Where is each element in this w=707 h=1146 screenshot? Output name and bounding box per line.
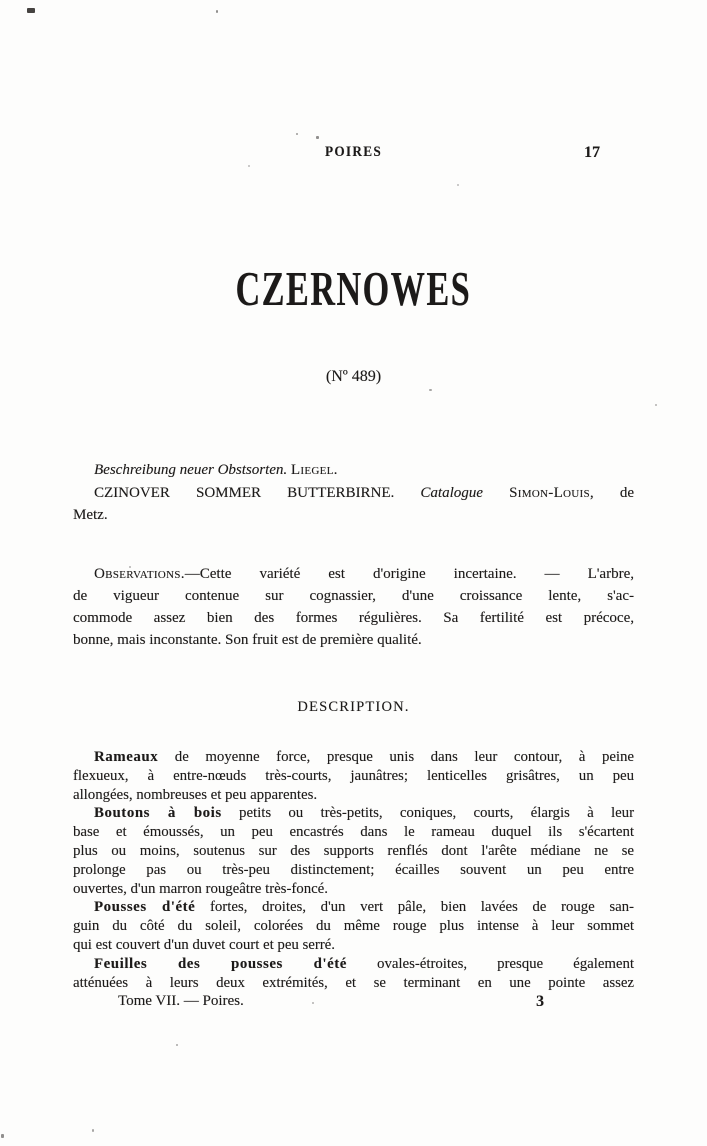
scan-speck bbox=[316, 136, 319, 139]
scan-speck bbox=[27, 8, 35, 13]
text-segment: fortes, droites, d'un vert pâle, bien lavées de rouge san- bbox=[195, 899, 634, 916]
variety-title-wrap bbox=[73, 260, 634, 317]
text-segment: petits ou très-petits, coniques, courts, élargis à leur bbox=[221, 805, 634, 822]
text-segment: Liegel. bbox=[290, 462, 338, 478]
scan-speck bbox=[216, 10, 218, 13]
text-segment: qui est couvert d'un duvet court et peu serré. bbox=[73, 936, 335, 953]
text-segment: prolonge pas ou très-peu distinctement; écailles souvent un peu entre bbox=[73, 861, 634, 878]
text-line bbox=[73, 629, 634, 651]
scan-speck bbox=[92, 1129, 94, 1132]
text-line bbox=[73, 459, 634, 482]
scan-speck bbox=[176, 1044, 178, 1046]
text-line bbox=[73, 482, 634, 505]
text-segment: de moyenne force, presque unis dans leur contour, à peine bbox=[158, 749, 634, 765]
text-line bbox=[73, 898, 634, 917]
text-segment: Pousses d'été bbox=[94, 899, 196, 916]
text-segment: commode assez bien des formes régulières. Sa fertilité est précoce, bbox=[73, 610, 634, 626]
text-line bbox=[73, 823, 634, 842]
scan-speck bbox=[248, 165, 250, 167]
text-segment: Beschreibung neuer Obstsorten. bbox=[94, 462, 291, 478]
description-heading: DESCRIPTION. bbox=[297, 699, 410, 715]
bibliography bbox=[73, 459, 634, 527]
page-footer bbox=[73, 993, 634, 1013]
text-segment: flexueux, à entre-nœuds très-courts, jaunâtres; lenticelles grisâtres, un peu bbox=[73, 767, 634, 784]
text-line bbox=[73, 504, 634, 527]
text-segment: , de bbox=[589, 484, 634, 501]
footer-volume-label: Tome VII. — Poires. bbox=[118, 993, 244, 1009]
text-segment: guin du côté du soleil, colorées du même rouge plus intense à leur sommet bbox=[73, 918, 634, 935]
running-header-title: POIRES bbox=[324, 144, 383, 160]
variety-title: CZERNOWES bbox=[235, 261, 472, 316]
page-number: 17 bbox=[584, 144, 600, 161]
text-line bbox=[73, 585, 634, 607]
body-paragraph-boutons-a-bois bbox=[73, 804, 634, 898]
text-segment: ouvertes, d'un marron rougeâtre très-foncé. bbox=[73, 880, 328, 897]
text-segment: bonne, mais inconstante. Son fruit est de première qualité. bbox=[73, 632, 422, 648]
text-segment: Observations. bbox=[94, 566, 185, 582]
text-segment: Rameaux bbox=[94, 749, 159, 765]
text-segment: Metz. bbox=[73, 507, 108, 523]
body-paragraph-rameaux bbox=[73, 748, 634, 804]
text-segment: de vigueur contenue sur cognassier, d'une croissance lente, s'ac- bbox=[73, 588, 634, 604]
scan-speck bbox=[655, 404, 657, 406]
text-line bbox=[73, 563, 634, 585]
text-segment: Boutons à bois bbox=[94, 805, 222, 822]
text-line bbox=[73, 861, 634, 880]
text-segment: —Cette variété est d'origine incertaine. — L'arbre, bbox=[184, 566, 634, 582]
footer-signature-number: 3 bbox=[536, 993, 544, 1010]
text-line bbox=[73, 804, 634, 823]
text-line bbox=[73, 767, 634, 786]
text-line bbox=[73, 842, 634, 861]
scan-speck bbox=[296, 133, 298, 135]
text-segment: ovales-étroites, presque également bbox=[346, 955, 634, 972]
observations-paragraph bbox=[73, 563, 634, 651]
variety-number: (Nº 489) bbox=[325, 368, 382, 385]
text-line bbox=[73, 917, 634, 936]
scan-speck bbox=[429, 389, 432, 391]
scan-speck bbox=[457, 184, 459, 186]
text-segment: Feuilles des pousses d'été bbox=[94, 955, 347, 972]
text-line bbox=[73, 936, 634, 955]
description-body bbox=[73, 748, 634, 992]
text-line bbox=[73, 607, 634, 629]
running-header bbox=[73, 144, 634, 164]
text-line bbox=[73, 974, 634, 993]
text-segment: base et émoussés, un peu encastrés dans le rameau duquel ils s'écartent bbox=[73, 824, 634, 841]
text-segment: Catalogue bbox=[420, 484, 510, 501]
body-paragraph-pousses-d-ete bbox=[73, 898, 634, 954]
body-paragraph-feuilles bbox=[73, 955, 634, 993]
text-segment: CZINOVER SOMMER BUTTERBIRNE. bbox=[94, 484, 421, 501]
text-segment: plus ou moins, soutenus sur des supports renflés dont l'arête médiane ne se bbox=[73, 842, 634, 859]
text-line bbox=[73, 786, 634, 805]
scan-speck bbox=[1, 1134, 4, 1138]
text-segment: Simon-Louis bbox=[509, 484, 590, 501]
text-line bbox=[73, 748, 634, 767]
text-segment: allongées, nombreuses et peu apparentes. bbox=[73, 786, 318, 803]
text-line bbox=[73, 880, 634, 899]
text-segment: atténuées à leurs deux extrémités, et se terminant en une pointe assez bbox=[73, 974, 634, 991]
text-line bbox=[73, 955, 634, 974]
